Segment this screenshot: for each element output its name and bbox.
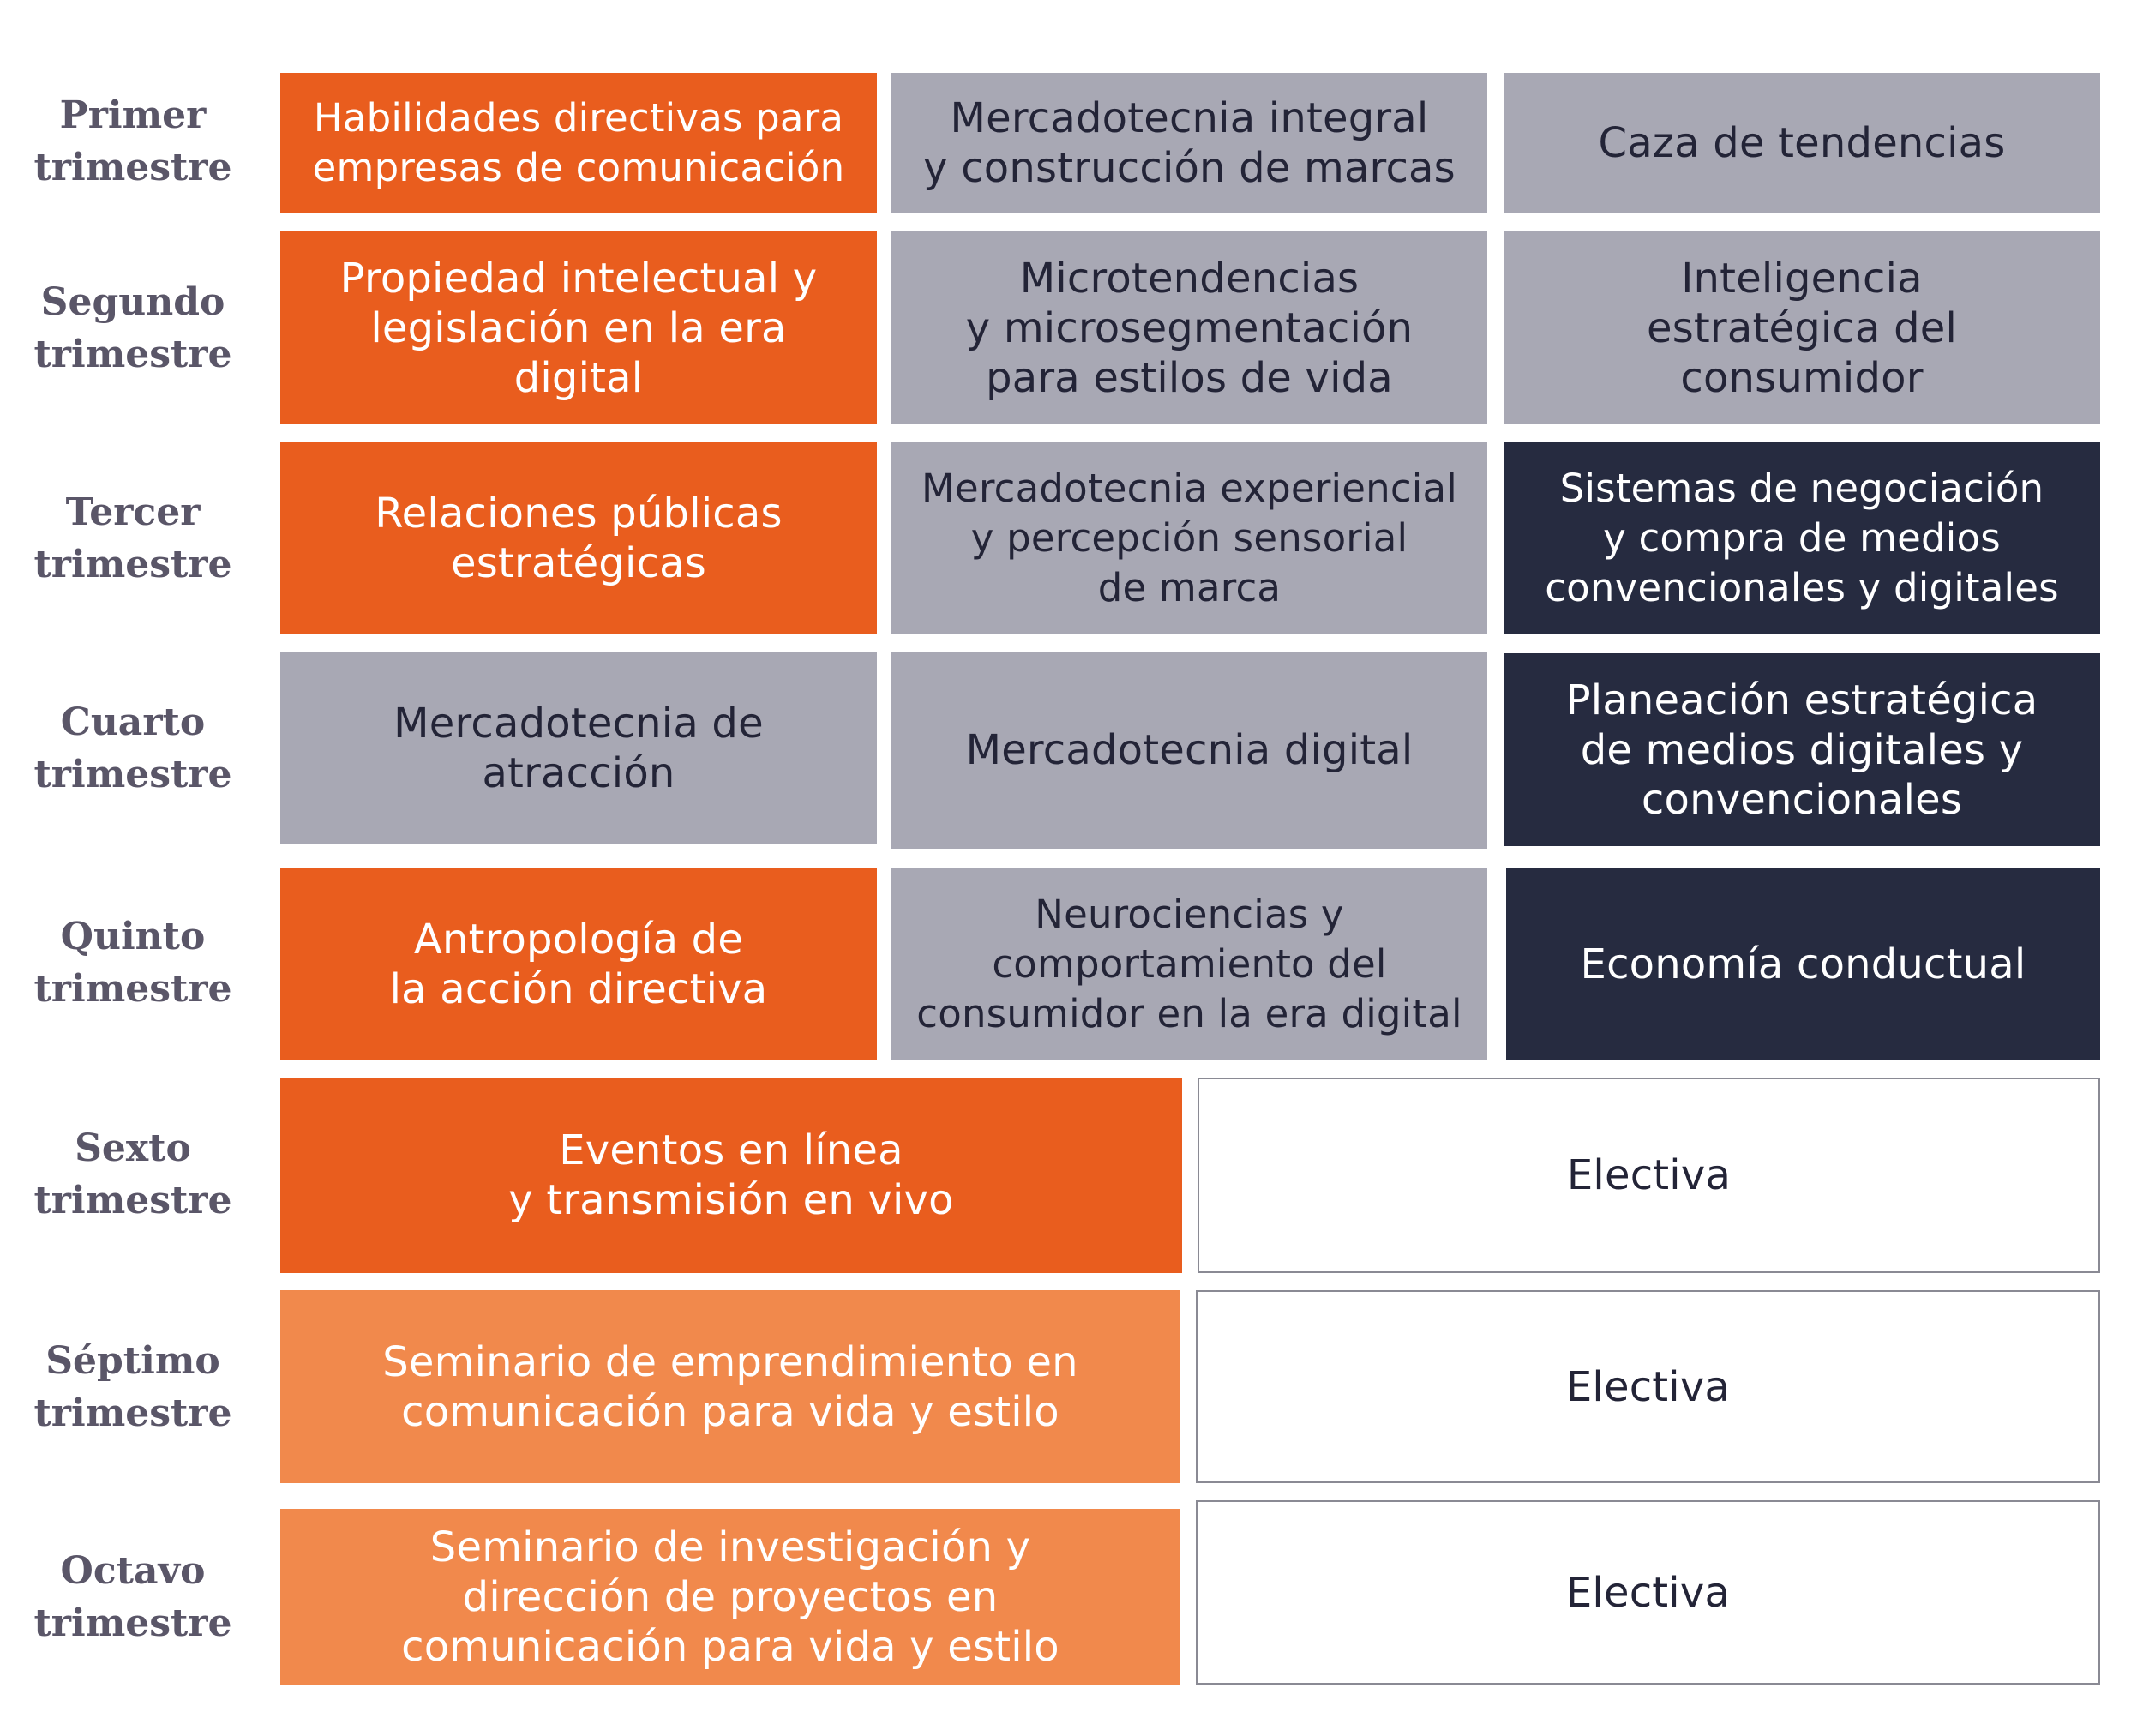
- course-relaciones-publicas: [280, 442, 877, 634]
- course-title: Mercadotecnia de atracción: [393, 699, 764, 797]
- course-title: Seminario de emprendimiento en comunicación para vida y estilo: [382, 1337, 1078, 1436]
- course-electiva: [1196, 1500, 2100, 1685]
- course-title: Mercadotecnia digital: [965, 726, 1414, 774]
- course-mercadotecnia-de-atraccion: [280, 652, 877, 844]
- course-electiva: [1196, 1290, 2100, 1483]
- course-title: Neurociencias y comportamiento del consumidor en la era digital: [916, 891, 1462, 1036]
- row-label-line-1: Octavo: [60, 1548, 206, 1593]
- row-label-sexto-trimestre: [17, 1078, 249, 1270]
- course-antropologia: [280, 868, 877, 1060]
- row-label-cuarto-trimestre: [17, 652, 249, 844]
- row-label-line-1: Sexto: [75, 1126, 191, 1170]
- course-electiva: [1198, 1078, 2100, 1273]
- row-label-line-1: Segundo: [40, 279, 225, 324]
- course-title: Eventos en línea y transmisión en vivo: [508, 1126, 954, 1224]
- course-planeacion-estrategica: [1504, 653, 2100, 846]
- row-label-octavo-trimestre: [17, 1509, 249, 1685]
- course-title: Inteligencia estratégica del consumidor: [1646, 254, 1958, 402]
- course-habilidades-directivas: [280, 73, 877, 213]
- row-label-line-2: trimestre: [33, 1391, 232, 1435]
- course-seminario-de-emprendimiento: [280, 1290, 1180, 1483]
- course-title: Seminario de investigación y dirección de proyectos en comunicación para vida y estilo: [401, 1523, 1059, 1671]
- row-label-segundo-trimestre: [17, 231, 249, 424]
- row-label-line-1: Primer: [59, 93, 207, 137]
- course-title: Caza de tendencias: [1598, 118, 2006, 167]
- course-inteligencia-estrategica: [1504, 231, 2100, 424]
- course-title: Relaciones públicas estratégicas: [375, 489, 783, 587]
- course-title: Microtendencias y microsegmentación para estilos de vida: [965, 254, 1414, 402]
- course-caza-de-tendencias: [1504, 73, 2100, 213]
- row-label-septimo-trimestre: [17, 1290, 249, 1483]
- course-eventos-en-linea: [280, 1078, 1182, 1273]
- row-label-quinto-trimestre: [17, 866, 249, 1059]
- course-title: Habilidades directivas para empresas de comunicación: [312, 94, 845, 190]
- course-title: Electiva: [1565, 1568, 1731, 1617]
- row-label-line-1: Quinto: [60, 914, 206, 958]
- course-title: Mercadotecnia experiencial y percepción sensorial de marca: [921, 465, 1457, 610]
- row-label-line-1: Cuarto: [60, 700, 206, 744]
- course-title: Antropología de la acción directiva: [389, 915, 768, 1013]
- course-economia-conductual: [1506, 868, 2100, 1060]
- course-title: Electiva: [1566, 1151, 1732, 1199]
- course-microtendencias: [891, 231, 1487, 424]
- row-label-line-2: trimestre: [33, 752, 232, 796]
- row-label-line-1: Tercer: [65, 490, 201, 534]
- course-sistemas-de-negociacion: [1504, 442, 2100, 634]
- course-title: Planeación estratégica de medios digitales y convencionales: [1565, 676, 2038, 824]
- course-neurociencias: [891, 868, 1487, 1060]
- course-propiedad-intelectual: [280, 231, 877, 424]
- course-mercadotecnia-integral: [891, 73, 1487, 213]
- course-title: Economía conductual: [1580, 940, 2026, 988]
- course-title: Sistemas de negociación y compra de medios convencionales y digitales: [1545, 465, 2059, 610]
- row-label-line-2: trimestre: [33, 1601, 232, 1645]
- row-label-line-2: trimestre: [33, 1178, 232, 1222]
- row-label-primer-trimestre: [17, 73, 249, 210]
- course-mercadotecnia-experiencial: [891, 442, 1487, 634]
- course-title: Propiedad intelectual y legislación en la era digital: [339, 254, 818, 402]
- course-title: Mercadotecnia integral y construcción de marcas: [923, 93, 1456, 192]
- course-title: Electiva: [1565, 1362, 1731, 1411]
- row-label-line-2: trimestre: [33, 966, 232, 1011]
- row-label-line-2: trimestre: [33, 332, 232, 376]
- row-label-line-2: trimestre: [33, 146, 232, 189]
- course-seminario-de-investigacion: [280, 1509, 1180, 1685]
- row-label-line-1: Séptimo: [45, 1338, 220, 1383]
- row-label-line-2: trimestre: [33, 542, 232, 586]
- course-mercadotecnia-digital: [891, 652, 1487, 849]
- row-label-tercer-trimestre: [17, 442, 249, 634]
